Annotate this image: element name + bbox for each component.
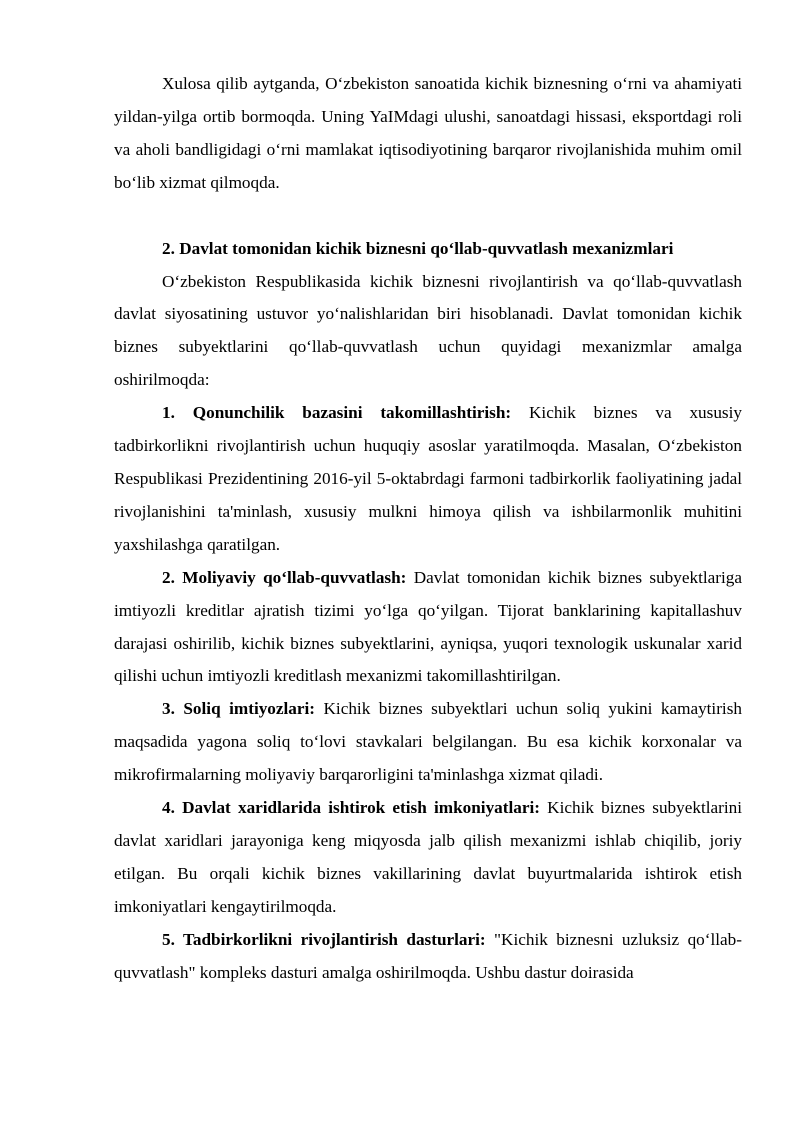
list-item-title: 5. Tadbirkorlikni rivojlantirish dasturlari:	[162, 929, 486, 949]
list-item-text: Kichik biznes va xususiy tadbirkorlikni rivojlantirish uchun huquqiy asoslar yaratilmoqda. Masalan, O‘zbekiston Respublikasi Prezidentining 2016-yil 5-oktabrdagi farmoni tadbirkorlik faoliyatining jadal rivojlanishini ta'minlash, xususiy mulkni himoya qilish va ishbilarmonlik muhitini yaxshilashga qaratilgan.	[114, 403, 742, 554]
list-item-legislation	[114, 397, 742, 562]
list-item-public-procurement	[114, 792, 742, 924]
list-item-text: Kichik biznes subyektlari uchun soliq yukini kamaytirish maqsadida yagona soliq to‘lovi stavkalari belgilangan. Bu esa kichik korxonalar va mikrofirmalarning moliyaviy barqarorligini ta'minlashga xizmat qiladi.	[114, 699, 742, 785]
paragraph-spacer	[114, 200, 742, 233]
list-item-tax-benefits	[114, 693, 742, 792]
list-item-financial-support	[114, 562, 742, 694]
intro-paragraph: Xulosa qilib aytganda, O‘zbekiston sanoatida kichik biznesning o‘rni va ahamiyati yildan-yilga ortib bormoqda. Uning YaIMdagi ulushi, sanoatdagi hissasi, eksportdagi roli va aholi bandligidagi o‘rni mamlakat iqtisodiyotining barqaror rivojlanishida muhim omil bo‘lib xizmat qilmoqda.	[114, 74, 742, 192]
list-item-text: Davlat tomonidan kichik biznes subyektlariga imtiyozli kreditlar ajratish tizimi yo‘lga qo‘yilgan. Tijorat banklarining kapitallashuv darajasi oshirilib, kichik biznes subyektlarini, ayniqsa, yuqori texnologik uskunalar xarid qilishi uchun imtiyozli kreditlash mexanizmi takomillashtirilgan.	[114, 567, 742, 686]
list-item-text: Kichik biznes subyektlarini davlat xaridlari jarayoniga keng miqyosda jalb qilish mexanizmi ishlab chiqilib, joriy etilgan. Bu orqali kichik biznes vakillarining davlat buyurtmalarida ishtirok etish imkoniyatlari kengaytirilmoqda.	[114, 798, 742, 916]
list-item-title: 4. Davlat xaridlarida ishtirok etish imkoniyatlari:	[162, 798, 540, 818]
list-item-title: 2. Moliyaviy qo‘llab-quvvatlash:	[162, 567, 407, 587]
section-heading: 2. Davlat tomonidan kichik biznesni qo‘llab-quvvatlash mexanizmlari	[162, 238, 674, 258]
section-intro-paragraph: O‘zbekiston Respublikasida kichik biznesni rivojlantirish va qo‘llab-quvvatlash davlat siyosatining ustuvor yo‘nalishlaridan biri hisoblanadi. Davlat tomonidan kichik biznes subyektlarini qo‘llab-quvvatlash uchun quyidagi mexanizmlar amalga oshirilmoqda:	[114, 271, 742, 390]
list-item-text: "Kichik biznesni uzluksiz qo‘llab-quvvatlash" kompleks dasturi amalga oshirilmoqda. Ushbu dastur doirasida	[114, 929, 742, 982]
document-body	[114, 68, 742, 989]
list-item-development-programs	[114, 924, 742, 990]
list-item-title: 3. Soliq imtiyozlari:	[162, 699, 316, 719]
list-item-title: 1. Qonunchilik bazasini takomillashtirish:	[162, 403, 512, 423]
